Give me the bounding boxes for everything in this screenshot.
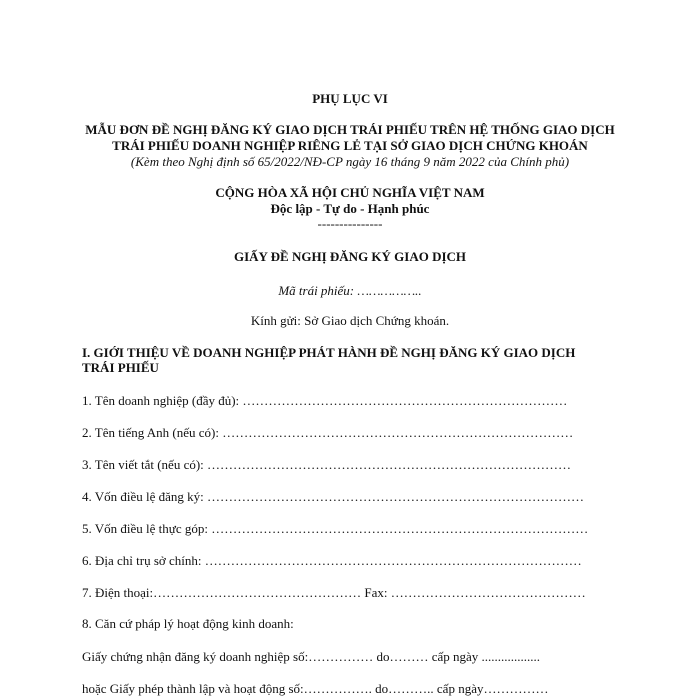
field-business-registration: Giấy chứng nhận đăng ký doanh nghiệp số:…………… do……… cấp ngày ..................	[82, 649, 541, 664]
field-phone-fax: 7. Điện thoại:………………………………………… Fax: ………………………………………	[82, 585, 586, 600]
field-registered-capital: 4. Vốn điều lệ đăng ký: ……………………………………………………………………………	[82, 489, 585, 504]
form-title-line-1: MẪU ĐƠN ĐỀ NGHỊ ĐĂNG KÝ GIAO DỊCH TRÁI PHIẾU TRÊN HỆ THỐNG GIAO DỊCH	[85, 122, 615, 137]
field-company-name: 1. Tên doanh nghiệp (đầy đủ): …………………………………………………………………	[82, 393, 568, 408]
application-title: GIẤY ĐỀ NGHỊ ĐĂNG KÝ GIAO DỊCH	[233, 249, 467, 264]
national-motto: Độc lập - Tự do - Hạnh phúc	[270, 201, 430, 216]
appendix-label: PHỤ LỤC VI	[312, 91, 388, 106]
field-head-office-address: 6. Địa chỉ trụ sở chính: ……………………………………………………………………………	[82, 553, 582, 568]
field-abbreviation: 3. Tên viết tắt (nếu có): …………………………………………………………………………	[82, 457, 572, 472]
motto-divider: ---------------	[317, 216, 383, 231]
field-legal-basis: 8. Căn cứ pháp lý hoạt động kinh doanh:	[82, 616, 294, 631]
decree-note: (Kèm theo Nghị định số 65/2022/NĐ-CP ngày 16 tháng 9 năm 2022 của Chính phủ)	[130, 154, 570, 169]
form-title-line-2: TRÁI PHIẾU DOANH NGHIỆP RIÊNG LẺ TẠI SỞ GIAO DỊCH CHỨNG KHOÁN	[112, 138, 588, 153]
section-1-heading-line-1: I. GIỚI THIỆU VỀ DOANH NGHIỆP PHÁT HÀNH ĐỀ NGHỊ ĐĂNG KÝ GIAO DỊCH	[82, 345, 576, 360]
field-english-name: 2. Tên tiếng Anh (nếu có): ………………………………………………………………………	[82, 425, 574, 440]
field-establishment-license: hoặc Giấy phép thành lập và hoạt động số:……………. do……….. cấp ngày……………	[82, 681, 549, 696]
republic-heading: CỘNG HÒA XÃ HỘI CHỦ NGHĨA VIỆT NAM	[215, 185, 485, 200]
field-paid-up-capital: 5. Vốn điều lệ thực góp: ……………………………………………………………………………	[82, 521, 589, 536]
section-1-heading-line-2: TRÁI PHIẾU	[82, 360, 159, 375]
addressee-line: Kính gửi: Sở Giao dịch Chứng khoán.	[250, 313, 450, 328]
bond-code-field: Mã trái phiếu: ……………..	[278, 283, 422, 298]
